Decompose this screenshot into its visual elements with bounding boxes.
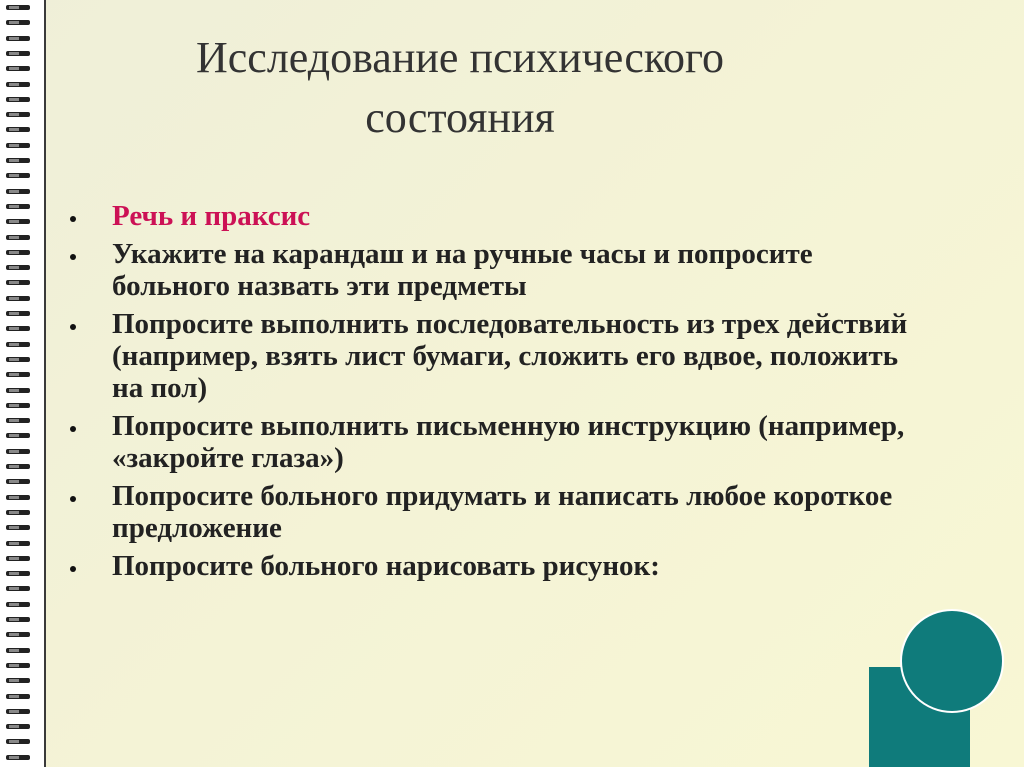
bullet-text: Укажите на карандаш и на ручные часы и попросите больного назвать эти предметы (112, 238, 813, 302)
binding-ring-icon (6, 264, 30, 272)
binding-ring-icon (6, 631, 30, 639)
spiral-binding (0, 0, 44, 767)
bullet-item-speech-praxis (70, 200, 930, 232)
bullet-text: Попросите больного нарисовать рисунок: (112, 550, 660, 582)
bullet-text: Попросите выполнить последовательность из трех действий (например, взять лист бумаги, сложить его вдвое, положить на пол) (112, 308, 908, 404)
bullet-dot-icon (70, 566, 76, 572)
decorative-circle (900, 609, 1004, 713)
binding-ring-icon (6, 585, 30, 593)
binding-ring-icon (6, 35, 30, 43)
binding-ring-icon (6, 708, 30, 716)
binding-ring-icon (6, 616, 30, 624)
binding-ring-icon (6, 249, 30, 257)
binding-ring-icon (6, 356, 30, 364)
binding-ring-icon (6, 754, 30, 762)
binding-ring-icon (6, 524, 30, 532)
binding-ring-icon (6, 417, 30, 425)
binding-ring-icon (6, 402, 30, 410)
binding-ring-icon (6, 172, 30, 180)
bullet-item-draw-picture (70, 550, 930, 582)
binding-ring-icon (6, 738, 30, 746)
bullet-text: Попросите выполнить письменную инструкцию (например, «закройте глаза») (112, 410, 905, 474)
binding-ring-icon (6, 19, 30, 27)
binding-ring-icon (6, 371, 30, 379)
binding-ring-icon (6, 540, 30, 548)
binding-ring-icon (6, 142, 30, 150)
binding-ring-icon (6, 325, 30, 333)
binding-ring-icon (6, 188, 30, 196)
binding-ring-icon (6, 203, 30, 211)
bullet-text: Попросите больного придумать и написать любое короткое предложение (112, 480, 893, 544)
binding-ring-icon (6, 677, 30, 685)
binding-ring-icon (6, 126, 30, 134)
binding-ring-icon (6, 647, 30, 655)
binding-ring-icon (6, 555, 30, 563)
bullet-item-write-sentence (70, 480, 930, 544)
binding-ring-icon (6, 341, 30, 349)
binding-ring-icon (6, 4, 30, 12)
binding-ring-icon (6, 601, 30, 609)
title-line-2: состояния (365, 93, 555, 142)
binding-divider (44, 0, 46, 767)
bullet-dot-icon (70, 324, 76, 330)
binding-ring-icon (6, 478, 30, 486)
bullet-item-three-actions (70, 308, 930, 404)
bullet-list (70, 200, 930, 588)
bullet-dot-icon (70, 216, 76, 222)
title-line-1: Исследование психического (195, 33, 725, 82)
binding-ring-icon (6, 218, 30, 226)
binding-ring-icon (6, 65, 30, 73)
binding-ring-icon (6, 509, 30, 517)
binding-ring-icon (6, 723, 30, 731)
bullet-item-name-objects (70, 238, 930, 302)
binding-ring-icon (6, 494, 30, 502)
bullet-dot-icon (70, 496, 76, 502)
binding-ring-icon (6, 279, 30, 287)
binding-ring-icon (6, 463, 30, 471)
binding-ring-icon (6, 662, 30, 670)
binding-ring-icon (6, 310, 30, 318)
bullet-dot-icon (70, 426, 76, 432)
binding-ring-icon (6, 157, 30, 165)
binding-ring-icon (6, 96, 30, 104)
bullet-text: Речь и праксис (112, 200, 311, 232)
bullet-dot-icon (70, 254, 76, 260)
binding-ring-icon (6, 570, 30, 578)
binding-ring-icon (6, 81, 30, 89)
binding-ring-icon (6, 234, 30, 242)
binding-ring-icon (6, 432, 30, 440)
binding-ring-icon (6, 693, 30, 701)
slide-title (150, 28, 770, 148)
bullet-item-written-instruction (70, 410, 930, 474)
binding-ring-icon (6, 448, 30, 456)
binding-ring-icon (6, 111, 30, 119)
binding-ring-icon (6, 387, 30, 395)
binding-ring-icon (6, 50, 30, 58)
binding-ring-icon (6, 295, 30, 303)
